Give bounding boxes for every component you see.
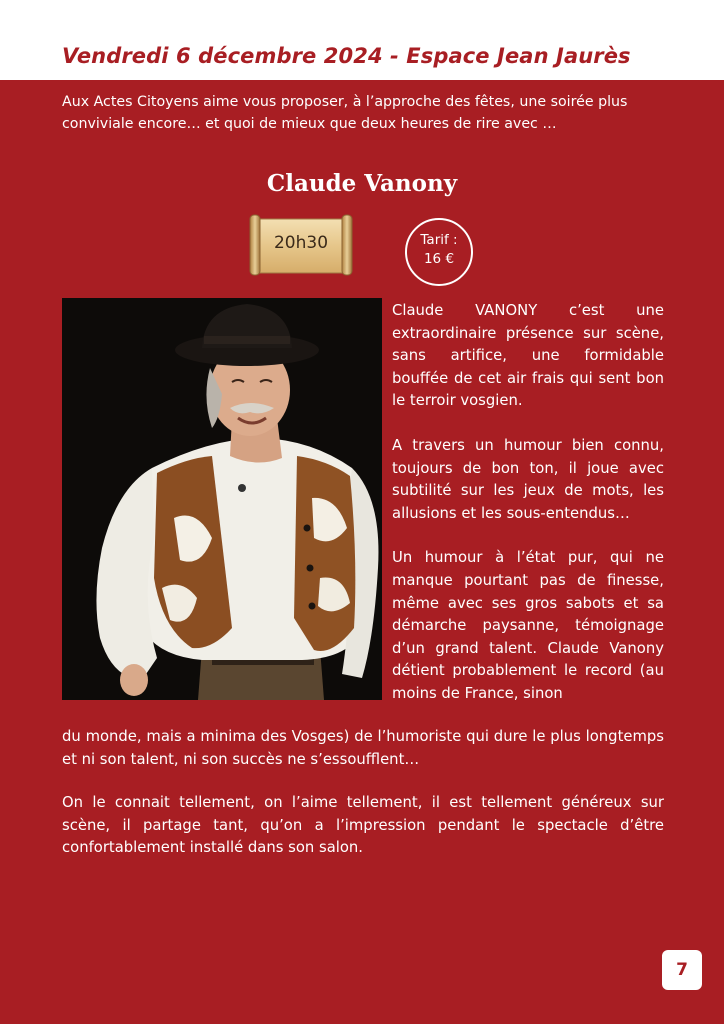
description-paragraph-4: On le connait tellement, on l’aime tellement, il est tellement généreux sur scène, il partage tant, qu’on a l’impression pendant le spectacle d’être confortablement installé dans son salon. [62,794,664,857]
artist-portrait-image [62,298,382,700]
price-label: Tarif : [420,232,458,248]
event-date-venue: Vendredi 6 décembre 2024 - Espace Jean Jaurès [62,44,631,68]
description-paragraph-2: A travers un humour bien connu, toujours de bon ton, il joue avec subtilité sur les jeux de mots, les allusions et les sous-entendus… [392,436,664,522]
price-value: 16 € [423,251,455,267]
artist-photo [62,298,382,700]
description-paragraph-3-continued: du monde, mais a minima des Vosges) de l’humoriste qui dure le plus longtemps et ni son talent, ni son succès ne s’essoufflent… [62,728,664,768]
intro-text: Aux Actes Citoyens aime vous proposer, à l’approche des fêtes, une soirée plus conviviale encore… et quoi de mieux que deux heures de rire avec … [62,94,628,132]
description-paragraph-1: Claude VANONY c’est une extraordinaire présence sur scène, sans artifice, une formidable bouffée de cet air frais qui sent bon le terroir vosgien. [392,302,664,410]
page-header [0,0,724,80]
time-scroll [248,213,354,277]
show-time: 20h30 [273,233,329,253]
page-number: 7 [662,950,702,990]
description-paragraph-3: Un humour à l’état pur, qui ne manque pourtant pas de finesse, même avec ses gros sabots et sa démarche paysanne, témoignage d’un grand talent. Claude Vanony détient probablement le record (au moins de France, sinon [392,549,664,702]
artist-name: Claude Vanony [266,170,458,197]
description-column [392,300,664,728]
price-badge [405,218,473,286]
